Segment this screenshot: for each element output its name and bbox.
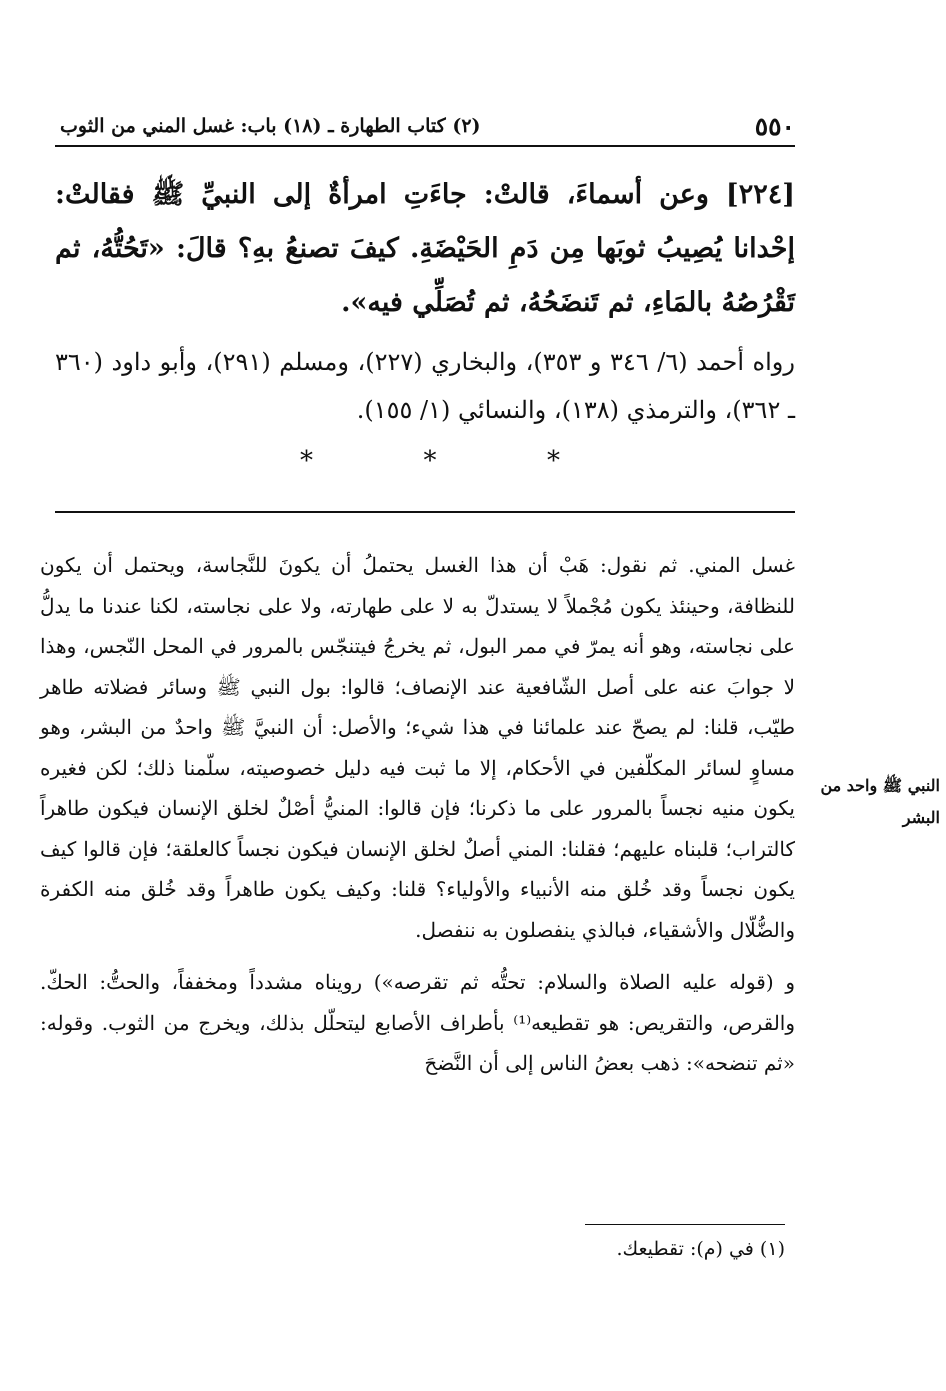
separator-star: *: [547, 446, 560, 476]
margin-note: النبي ﷺ واحد من البشر: [820, 776, 940, 827]
commentary-paragraph: غسل المني. ثم نقول: هَبْ أن هذا الغسل يحتملُ أن يكونَ للنَّجاسة، ويحتمل أن يكون للنظافة، وحينئذ يكون مُجْملاً لا يستدلّ به لا على طهارته، ولا على نجاسته، لكنا عندنا ما يدلُّ على نجاسته، وهو أنه يمرّ في ممر البول، ثم يخرجُ فيتنجّس بالمرور في المحل النّجس، وهذا لا جوابَ عنه على أصل الشّافعية عند الإنصاف؛ قالوا: بول النبي ﷺ وسائر فضلاته طاهر طيّب، قلنا: لم يصحّ عند علمائنا في هذا شيء؛ والأصل: أن النبيَّ ﷺ واحدٌ من البشر، وهو مساوٍ لسائر المكلّفين في الأحكام، إلا ما ثبت فيه دليل خصوصيته، سلّمنا ذلك؛ لكن فغيره يكون منيه نجساً بالمرور على ما ذكرنا؛ فإن قالوا: المنيُّ أصْلٌ لخلق الإنسان فيكون طاهراً كالتراب؛ قلبناه عليهم؛ فقلنا: المني أصلٌ لخلق الإنسان فيكون نجساً كالعلقة؛ فإن قالوا كيف يكون نجساً وقد خُلق منه الأنبياء والأولياء؟ قلنا: وكيف يكون طاهراً وقد خُلق منه الكفرة والضُّلّال والأشقياء، فبالذي ينفصلون به ننفصل.: [40, 553, 795, 942]
header-rule: [55, 145, 795, 147]
commentary-rule: [55, 511, 795, 513]
hadith-text: [٢٢٤] وعن أسماءَ، قالتْ: جاءَتِ امرأةٌ إلى النبيِّ ﷺ فقالتْ: إحْدانا يُصِيبُ ثوبَها مِن دَمِ الحَيْضَةِ. كيفَ تصنعُ بهِ؟ قالَ: «تَحُتُّهُ، ثم تَقْرُصُهُ بالمَاءِ، ثم تَنضَحُهُ، ثم تُصَلِّي فيه».: [55, 179, 795, 318]
commentary-text: [40, 545, 795, 1084]
commentary-paragraph: و (قوله عليه الصلاة والسلام: تحتُّه ثم تقرصه») رويناه مشدداً ومخففاً، والحتُّ: الحكّ. والقرص، والتقريص: هو تقطيعه⁽¹⁾ بأطراف الأصابع ليتحلّل بذلك، ويخرج من الثوب. وقوله: «ثم تنضحه»: ذهب بعضُ الناس إلى أن النَّضحَ: [40, 970, 796, 1075]
hadith-source: رواه أحمد (٦/ ٣٤٦ و ٣٥٣)، والبخاري (٢٢٧)، ومسلم (٢٩١)، وأبو داود (٣٦٠ ـ ٣٦٢)، والترمذي (١٣٨)، والنسائي (١/ ١٥٥).: [55, 348, 795, 424]
page-number: ٥٥٠: [754, 112, 795, 141]
running-title: (٢) كتاب الطهارة ـ (١٨) باب: غسل المني من الثوب: [60, 115, 481, 137]
separator-star: *: [300, 446, 313, 476]
separator-star: *: [423, 446, 437, 476]
footnote-rule: [585, 1224, 785, 1225]
footnote: (١) في (م): تقطيعك.: [616, 1238, 785, 1260]
page-header: [55, 112, 795, 142]
section-separator: [300, 446, 560, 476]
